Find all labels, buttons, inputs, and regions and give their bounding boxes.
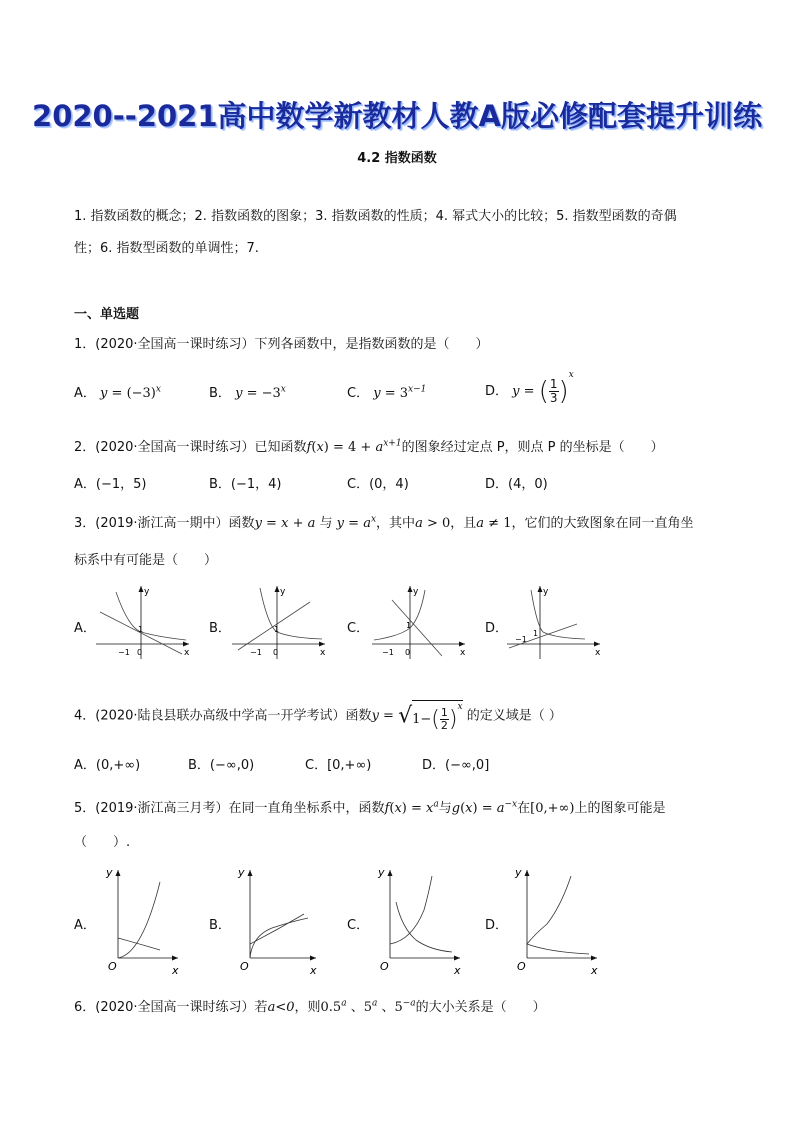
exp-curve: [250, 914, 304, 944]
section-heading: 一、单选题: [74, 307, 140, 322]
y-label: y: [238, 866, 245, 879]
y-axis-arrow: [388, 870, 393, 876]
y-label: y: [378, 866, 385, 879]
q2-option-b[interactable]: B．(−1，4): [209, 477, 282, 492]
q5-option-a[interactable]: A．: [74, 918, 96, 933]
x-label: x: [595, 648, 601, 658]
x-axis-arrow: [172, 956, 178, 961]
x-label: x: [320, 648, 326, 658]
origin-label: O: [380, 960, 389, 973]
q5-graph-d: [509, 862, 601, 978]
q5-stem: 5．(2019·浙江高三月考）在同一直角坐标系中，函数$f(x) = x^a$与$g(x) = a^{-x}$在[0,+∞)上的图象可能是: [74, 799, 666, 816]
q3-graph-c: [370, 582, 470, 660]
q1-option-a[interactable]: A． $y = (-3)^x$: [74, 384, 161, 401]
x-label: x: [184, 648, 190, 658]
exp-curve: [390, 876, 432, 944]
tick-one: 1: [406, 621, 412, 630]
y-label: y: [280, 587, 286, 597]
origin-label: 0: [405, 648, 411, 657]
banner-title: 2020--2021高中数学新教材人教A版必修配套提升训练: [32, 99, 762, 133]
exp-curve: [374, 590, 425, 640]
tick-one: 1: [533, 629, 539, 638]
x-label: x: [172, 964, 179, 977]
exp-curve: [260, 588, 322, 639]
x-label: x: [460, 648, 466, 658]
power-curve: [250, 918, 308, 958]
x-label: x: [454, 964, 461, 977]
q1-stem: 1．(2020·全国高一课时练习）下列各函数中，是指数函数的是（ ）: [74, 337, 489, 352]
q3-graph-d: [505, 582, 605, 660]
q3-graph-a: [94, 582, 194, 660]
power-curve: [118, 882, 160, 958]
origin-label: O: [517, 960, 526, 973]
q5-stem-line-2: （ ）.: [74, 835, 131, 850]
q3-option-d[interactable]: D．: [485, 621, 509, 636]
q2-option-d[interactable]: D．(4，0): [485, 477, 548, 492]
q5-graph-a: [100, 862, 182, 978]
tick-neg-one: −1: [382, 648, 394, 657]
origin-label: 0: [273, 648, 279, 657]
exp-curve: [527, 876, 571, 944]
x-label: x: [310, 964, 317, 977]
q5-option-b[interactable]: B．: [209, 918, 231, 933]
y-axis-arrow: [525, 870, 530, 876]
q4-option-d[interactable]: D．(−∞,0]: [422, 758, 490, 773]
q1-option-c[interactable]: C． $y = 3^{x-1}$: [347, 384, 427, 401]
exp-curve: [531, 590, 585, 639]
q6-stem: 6．(2020·全国高一课时练习）若a<0，则0.5$^a$ 、5$^a$ 、$5^{-a}$的大小关系是（ ）: [74, 998, 546, 1015]
q3-option-c[interactable]: C．: [347, 621, 370, 636]
q2-option-c[interactable]: C．(0，4): [347, 477, 409, 492]
q3-option-b[interactable]: B．: [209, 621, 231, 636]
power-curve: [527, 944, 589, 954]
tick-one: 1: [138, 625, 144, 634]
origin-label: 0: [137, 648, 143, 657]
q3-graph-b: [230, 582, 330, 660]
line-curve: [392, 600, 442, 656]
q3-stem: 3．(2019·浙江高一期中）函数y = x + a 与 $y = a^x$，其中a > 0，且a ≠ 1，它们的大致图象在同一直角坐: [74, 514, 694, 531]
tick-neg-one: −1: [118, 648, 130, 657]
x-axis-arrow: [594, 642, 600, 647]
q5-option-c[interactable]: C．: [347, 918, 370, 933]
x-axis-arrow: [591, 956, 597, 961]
q1-option-d[interactable]: D． y = ( $\frac{1}{3}$ )$^x$: [485, 370, 574, 407]
y-axis-arrow: [248, 870, 253, 876]
q3-option-a[interactable]: A．: [74, 621, 96, 636]
y-label: y: [106, 866, 113, 879]
y-axis-arrow: [116, 870, 121, 876]
origin-label: O: [108, 960, 117, 973]
y-axis-arrow: [275, 586, 280, 592]
x-axis-arrow: [310, 956, 316, 961]
y-axis-arrow: [408, 586, 413, 592]
tick-one: 1: [274, 625, 280, 634]
tick-neg-one: −1: [515, 635, 527, 644]
q4-stem: 4．(2020·陆良县联办高级中学高一开学考试）函数y = √1−( $\frac{1}{2}$ )$^x$ 的定义域是（ ）: [74, 702, 562, 732]
q3-stem-line-2: 标系中有可能是（ ）: [74, 553, 218, 568]
q1-option-b[interactable]: B． $y = -3^x$: [209, 384, 286, 401]
section-subtitle: 4.2 指数函数: [357, 151, 437, 166]
q2-stem: 2．(2020·全国高一课时练习）已知函数$f(x) = 4 + a^{x+1}$的图象经过定点 P，则点 P 的坐标是（ ）: [74, 438, 664, 455]
q4-option-c[interactable]: C．[0,+∞): [305, 758, 372, 773]
intro-line-1: 1. 指数函数的概念；2. 指数函数的图象；3. 指数函数的性质；4. 幂式大小的比较；5. 指数型函数的奇偶: [74, 209, 677, 224]
q2-option-a[interactable]: A．(−1，5): [74, 477, 147, 492]
y-label: y: [543, 587, 549, 597]
q5-graph-c: [372, 862, 464, 978]
q5-option-d[interactable]: D．: [485, 918, 509, 933]
y-axis-arrow: [139, 586, 144, 592]
x-axis-arrow: [319, 642, 325, 647]
x-axis-arrow: [459, 642, 465, 647]
q4-option-b[interactable]: B．(−∞,0): [188, 758, 255, 773]
x-axis-arrow: [454, 956, 460, 961]
q5-graph-b: [232, 862, 320, 978]
y-label: y: [144, 587, 150, 597]
tick-neg-one: −1: [250, 648, 262, 657]
origin-label: O: [240, 960, 249, 973]
exp-curve: [116, 592, 186, 640]
y-label: y: [413, 587, 419, 597]
q4-option-a[interactable]: A．(0,+∞): [74, 758, 141, 773]
x-axis-arrow: [183, 642, 189, 647]
y-axis-arrow: [538, 586, 543, 592]
y-label: y: [515, 866, 522, 879]
intro-line-2: 性；6. 指数型函数的单调性；7.: [74, 241, 259, 256]
x-label: x: [591, 964, 598, 977]
